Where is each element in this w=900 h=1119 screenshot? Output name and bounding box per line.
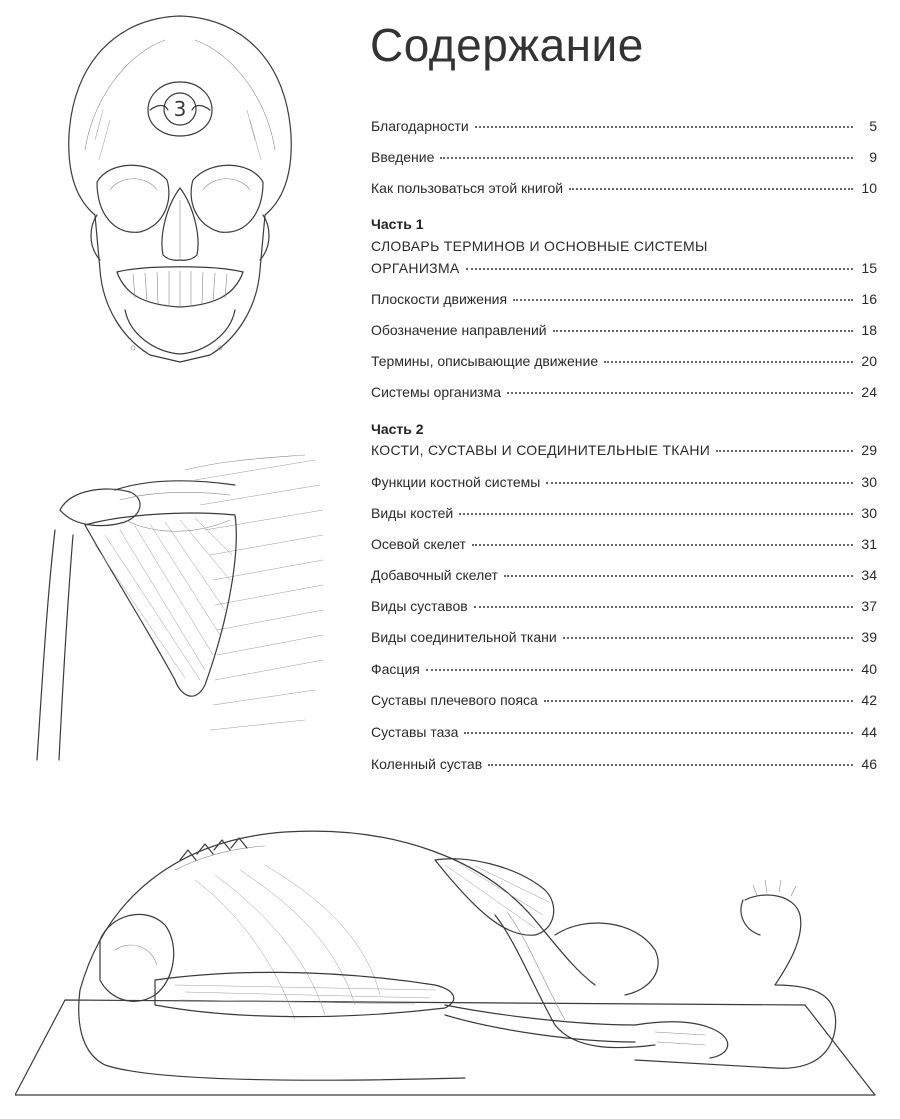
toc-entry[interactable]: [371, 180, 877, 196]
toc-entry-label: Суставы плечевого пояса: [371, 692, 538, 708]
part-1-title-line-2: ОРГАНИЗМА: [371, 260, 460, 276]
dot-leader: [426, 669, 853, 671]
dot-leader: [569, 188, 853, 190]
toc-entry-page: 42: [861, 692, 877, 708]
toc-entry-label: Термины, описывающие движение: [371, 353, 599, 369]
toc-entry[interactable]: [371, 724, 877, 740]
dot-leader: [546, 482, 853, 484]
toc-entry-label: Плоскости движения: [371, 291, 508, 307]
toc-entry-label: Благодарности: [371, 118, 469, 134]
toc-entry-page: 29: [861, 442, 877, 458]
dot-leader: [488, 764, 853, 766]
toc-entry[interactable]: [371, 567, 877, 583]
toc-entry[interactable]: [371, 692, 877, 708]
toc-entry-page: 15: [861, 260, 877, 276]
toc-entry-page: 9: [869, 149, 877, 165]
toc-entry-label: Виды соединительной ткани: [371, 629, 557, 645]
part-2-title-entry[interactable]: [371, 442, 877, 458]
toc-entry[interactable]: [371, 149, 877, 165]
toc-entry[interactable]: [371, 756, 877, 772]
shoulder-illustration: [25, 450, 325, 770]
toc-entry-page: 31: [861, 536, 877, 552]
skull-illustration: [55, 10, 305, 385]
part-1-title-line-1: СЛОВАРЬ ТЕРМИНОВ И ОСНОВНЫЕ СИСТЕМЫ: [371, 238, 708, 254]
toc-entry-page: 16: [861, 291, 877, 307]
toc-entry[interactable]: [371, 384, 877, 400]
toc-entry[interactable]: [371, 474, 877, 490]
toc-entry[interactable]: [371, 536, 877, 552]
toc-entry-page: 46: [861, 756, 877, 772]
toc-entry-page: 44: [861, 724, 877, 740]
toc-entry[interactable]: [371, 291, 877, 307]
reclined-pose-illustration: [15, 820, 885, 1110]
dot-leader: [563, 637, 853, 639]
dot-leader: [544, 700, 853, 702]
toc-entry[interactable]: [371, 118, 877, 134]
toc-entry-label: Добавочный скелет: [371, 567, 498, 583]
toc-entry[interactable]: [371, 353, 877, 369]
toc-entry-label: Введение: [371, 149, 435, 165]
chakra-symbol: 3: [173, 97, 187, 121]
dot-leader: [507, 392, 853, 394]
toc-entry-page: 30: [861, 474, 877, 490]
toc-entry-label: Виды костей: [371, 505, 454, 521]
toc-entry[interactable]: [371, 598, 877, 614]
toc-entry-page: 34: [861, 567, 877, 583]
toc-entry-page: 5: [869, 118, 877, 134]
dot-leader: [553, 330, 853, 332]
toc-entry-label: Обозначение направлений: [371, 322, 547, 338]
dot-leader: [464, 732, 853, 734]
toc-entry-label: Функции костной системы: [371, 474, 541, 490]
toc-entry-label: Системы организма: [371, 384, 502, 400]
toc-entry-label: Фасция: [371, 661, 420, 677]
dot-leader: [472, 544, 853, 546]
toc-entry-page: 24: [861, 384, 877, 400]
toc-entry-label: Виды суставов: [371, 598, 468, 614]
toc-entry-page: 39: [861, 629, 877, 645]
part-1-title-entry[interactable]: [371, 260, 877, 276]
part-1-heading: Часть 1: [371, 216, 424, 232]
toc-entry[interactable]: [371, 505, 877, 521]
toc-entry-label: Осевой скелет: [371, 536, 466, 552]
dot-leader: [440, 157, 853, 159]
toc-entry-page: 30: [861, 505, 877, 521]
dot-leader: [604, 361, 853, 363]
toc-entry-page: 18: [861, 322, 877, 338]
toc-entry[interactable]: [371, 661, 877, 677]
toc-entry-page: 40: [861, 661, 877, 677]
dot-leader: [475, 126, 853, 128]
toc-entry-page: 37: [861, 598, 877, 614]
dot-leader: [474, 606, 853, 608]
toc-entry-label: Коленный сустав: [371, 756, 483, 772]
toc-entry-label: Суставы таза: [371, 724, 459, 740]
dot-leader: [466, 268, 853, 270]
toc-entry-page: 20: [861, 353, 877, 369]
toc-entry-label: Как пользоваться этой книгой: [371, 180, 564, 196]
toc-entry[interactable]: [371, 629, 877, 645]
dot-leader: [716, 450, 853, 452]
part-2-title-line-1: КОСТИ, СУСТАВЫ И СОЕДИНИТЕЛЬНЫЕ ТКАНИ: [371, 442, 711, 458]
toc-entry[interactable]: [371, 322, 877, 338]
dot-leader: [513, 299, 853, 301]
part-2-heading: Часть 2: [371, 421, 424, 437]
toc-entry-page: 10: [861, 180, 877, 196]
dot-leader: [504, 575, 853, 577]
dot-leader: [459, 513, 853, 515]
page-title: Содержание: [370, 19, 644, 71]
